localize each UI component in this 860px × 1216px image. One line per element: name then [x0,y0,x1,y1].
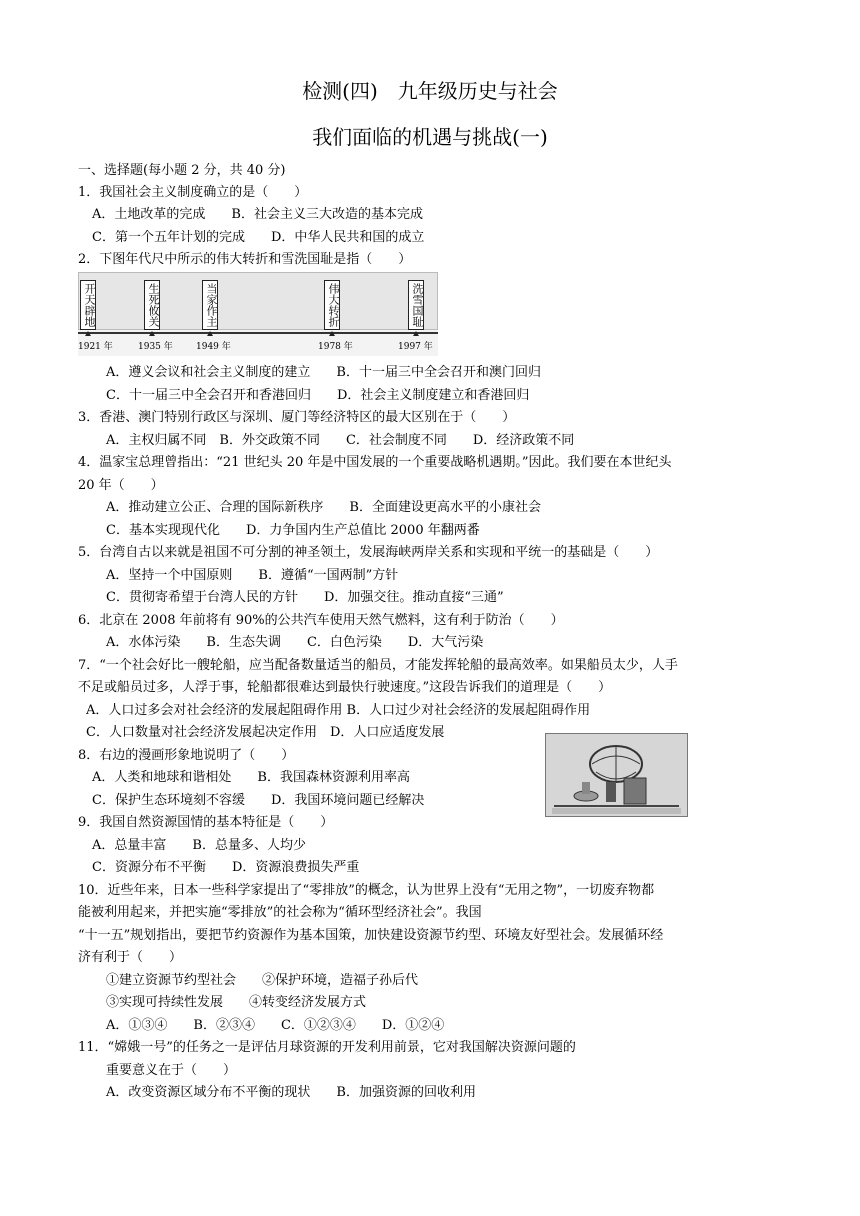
q2-options-ab: A．遵义会议和社会主义制度的建立 B．十一届三中全会召开和澳门回归 [106,365,541,380]
q5-options-ab: A．坚持一个中国原则 B．遵循“一国两制”方针 [106,568,399,583]
q7-options-cd: C．人口数量对社会经济发展起决定作用 D．人口应适度发展 [86,725,445,740]
question-8: 8．右边的漫画形象地说明了（ ） [78,748,295,763]
question-10-line3: “十一五”规划指出，要把节约资源作为基本国策，加快建设资源节约型、环境友好型社会。发展循环经 [78,928,664,943]
timeline-event: 生死攸关 [144,280,160,330]
q5-options-cd: C．贯彻寄希望于台湾人民的方针 D．加强交往。推动直接“三通” [106,590,504,605]
q7-options-ab: A．人口过多会对社会经济的发展起阻碍作用 B．人口过少对社会经济的发展起阻碍作用 [86,703,591,718]
question-3: 3．香港、澳门特别行政区与深圳、厦门等经济特区的最大区别在于（ ） [78,410,516,425]
q8-options-cd: C．保护生态环境刻不容缓 D．我国环境问题已经解决 [92,793,425,808]
timeline-event: 当家作主 [202,280,218,330]
cartoon-drawing [546,734,687,816]
q3-options: A．主权归属不同 B．外交政策不同 C．社会制度不同 D．经济政策不同 [106,433,575,448]
q2-options-cd: C．十一届三中全会召开和香港回归 D．社会主义制度建立和香港回归 [106,388,530,403]
timeline-arrow-icon [207,331,213,336]
question-10-line4: 济有利于（ ） [78,950,183,965]
timeline-arrow-icon [85,331,91,336]
question-1: 1．我国社会主义制度确立的是（ ） [78,185,308,200]
question-10-line1: 10．近些年来，日本一些科学家提出了“零排放”的概念，认为世界上没有“无用之物”，一切废弃物都 [78,883,655,898]
timeline-event: 伟大转折 [324,280,340,330]
section-heading: 一、选择题(每小题 2 分，共 40 分) [78,163,286,178]
q1-options-cd: C．第一个五年计划的完成 D．中华人民共和国的成立 [92,230,425,245]
question-11-line2: 重要意义在于（ ） [106,1063,237,1078]
q11-options-ab: A．改变资源区域分布不平衡的现状 B．加强资源的回收利用 [106,1085,476,1100]
q6-options: A．水体污染 B．生态失调 C．白色污染 D．大气污染 [106,635,484,650]
q4-options-cd: C．基本实现现代化 D．力争国内生产总值比 2000 年翻两番 [106,523,480,538]
question-10-line2: 能被利用起来，并把实施“零排放”的社会称为“循环型经济社会”。我国 [78,905,482,920]
timeline-year: 1921 年 [78,342,113,352]
timeline-arrow-icon [413,331,419,336]
question-4-line2: 20 年（ ） [78,478,164,493]
page-subtitle: 我们面临的机遇与挑战(一) [312,125,548,149]
question-5: 5．台湾自古以来就是祖国不可分割的神圣领土，发展海峡两岸关系和实现和平统一的基础是（ ） [78,545,659,560]
timeline-year: 1935 年 [138,342,173,352]
question-7-line2: 不足或船员过多，人浮于事，轮船都很难达到最快行驶速度。”这段告诉我们的道理是（ ） [78,680,612,695]
q10-statements-34: ③实现可持续性发展 ④转变经济发展方式 [106,995,367,1010]
timeline-year: 1978 年 [318,342,353,352]
question-2: 2．下图年代尺中所示的伟大转折和雪洗国耻是指（ ） [78,252,412,267]
page-title: 检测(四) 九年级历史与社会 [302,79,558,103]
question-9: 9．我国自然资源国情的基本特征是（ ） [78,815,334,830]
question-6: 6．北京在 2008 年前将有 90%的公共汽车使用天然气燃料，这有利于防治（ ） [78,613,564,628]
q10-options: A．①③④ B．②③④ C．①②③④ D．①②④ [106,1018,445,1033]
timeline-arrow-icon [329,331,335,336]
timeline-year: 1949 年 [196,342,231,352]
timeline-bar [78,272,438,330]
q9-options-cd: C．资源分布不平衡 D．资源浪费损失严重 [92,860,360,875]
timeline-event: 洗雪国耻 [408,280,424,330]
question-7-line1: 7．“一个社会好比一艘轮船，应当配备数量适当的船员，才能发挥轮船的最高效率。如果船员太少，人手 [78,658,678,673]
q8-options-ab: A．人类和地球和谐相处 B．我国森林资源利用率高 [92,770,410,785]
q4-options-ab: A．推动建立公正、合理的国际新秩序 B．全面建设更高水平的小康社会 [106,500,541,515]
q1-options-ab: A．土地改革的完成 B．社会主义三大改造的基本完成 [92,207,423,222]
q9-options-ab: A．总量丰富 B．总量多、人均少 [92,838,306,853]
timeline-event: 开天辟地 [80,280,96,330]
q10-statements-12: ①建立资源节约型社会 ②保护环境，造福子孙后代 [106,973,419,988]
timeline-arrow-icon [149,331,155,336]
timeline-year: 1997 年 [398,342,433,352]
timeline-figure [78,272,438,356]
question-11-line1: 11．“嫦娥一号”的任务之一是评估月球资源的开发利用前景，它对我国解决资源问题的 [78,1040,576,1055]
timeline-axis [78,332,438,334]
cartoon-image [545,733,688,817]
question-4-line1: 4．温家宝总理曾指出：“21 世纪头 20 年是中国发展的一个重要战略机遇期。”因此。我们要在本世纪头 [78,455,672,470]
